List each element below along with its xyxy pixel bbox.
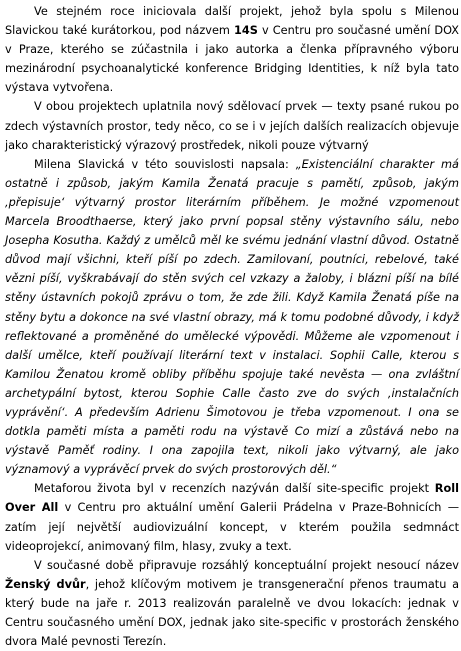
paragraph-text: v Centru pro aktuální umění Galerii Prádelna v Praze-Bohnicích — zatím její největší audiovizuální koncept, v kterém použila sedmnáct videoprojekcí, animovaný film, hlasy, zvuky a text. (5, 501, 460, 553)
paragraph-handwritten-texts (5, 97, 459, 154)
project-title-zensky-dvur: Ženský dvůr (5, 577, 86, 591)
quotation-text: „Existenciální charakter má ostatně i způsob, jakým Kamila Ženatá pracuje s pamětí, způsob, jakým ‚přepisuje‘ výtvarný prostor literárním příběhem. Je možné vzpomenout Marcela Broodthaerse, který jako první popsal stěny výstavního sálu, nebo Josepha Kosutha. Každý z umělců měl ke svému jednání vlastní důvod. Ostatně důvod mají všichni, kteří píší po zdech. Zamilovaní, poutníci, rebelové, také vězni píší, vyškrabávají do stěn svých cel vzkazy a žaloby, i blázni píší na bílé stěny ústavních pokojů zprávu o tom, že zde žili. Když Kamila Ženatá píše na stěny bytu a dokonce na své vlastní obrazy, má k tomu podobné důvody, i když reflektované a proměněné do umělecké výpovědi. Můžeme ale vzpomenout i další umělce, kteří používají literární text v instalaci. Sophii Calle, kterou s Kamilou Ženatou kromě obliby příběhu spojuje také nevěsta — ona zvláštní archetypální bytost, kterou Sophie Calle často zve do svých ‚instalačních vyprávění‘. A především Adrienu Šimotovou je třeba vzpomenout. I ona se dotkla paměti místa a paměti rodu na výstavě Co mizí a zůstává nebo na výstavě Paměť rodiny. I ona zapojila text, nikoli jako výtvarný, ale jako významový a vyprávěcí prvek do svých prostorových děl.“ (5, 157, 459, 477)
paragraph-14s-project (5, 2, 459, 97)
paragraph-text: v Centru pro současné umění DOX v Praze, kterého se zúčastnila i jako autorka a členka přípravného výboru mezinárodní psychoanalytické konference Bridging Identities, k níž byla tato výstava vytvořena. (5, 24, 459, 95)
project-title-14s: 14S (234, 24, 258, 38)
paragraph-slavicka-quote (5, 155, 459, 480)
paragraph-text: Milena Slavická v této souvislosti napsala: (34, 157, 296, 171)
paragraph-text: Ve stejném roce iniciovala další projekt, jehož byla spolu s Milenou Slavickou také kurátorkou, pod názvem (5, 5, 459, 38)
paragraph-text: Metaforou života byl v recenzích nazýván další site-specific projekt (34, 482, 435, 496)
paragraph-text: , jehož klíčovým motivem je transgenerační přenos traumatu a který bude na jaře r. 2013 realizován paralelně ve dvou lokacích: jednak v Centru současného umění DOX, jednak jako site-specific v prostorách ženského dvora Malé pevnosti Terezín. (5, 577, 459, 649)
paragraph-roll-over-all (5, 479, 459, 555)
paragraph-text: V současné době připravuje rozsáhlý konceptuální projekt nesoucí název (34, 558, 459, 572)
paragraph-text: V obou projektech uplatnila nový sdělovací prvek — texty psané rukou po zdech výstavních prostor, tedy něco, co se i v jejích dalších realizacích objevuje jako charakteristický výrazový prostředek, nikoli pouze výtvarný (5, 100, 459, 152)
project-title-roll-over-all: Roll Over All (5, 482, 459, 515)
paragraph-zensky-dvur (5, 556, 459, 651)
